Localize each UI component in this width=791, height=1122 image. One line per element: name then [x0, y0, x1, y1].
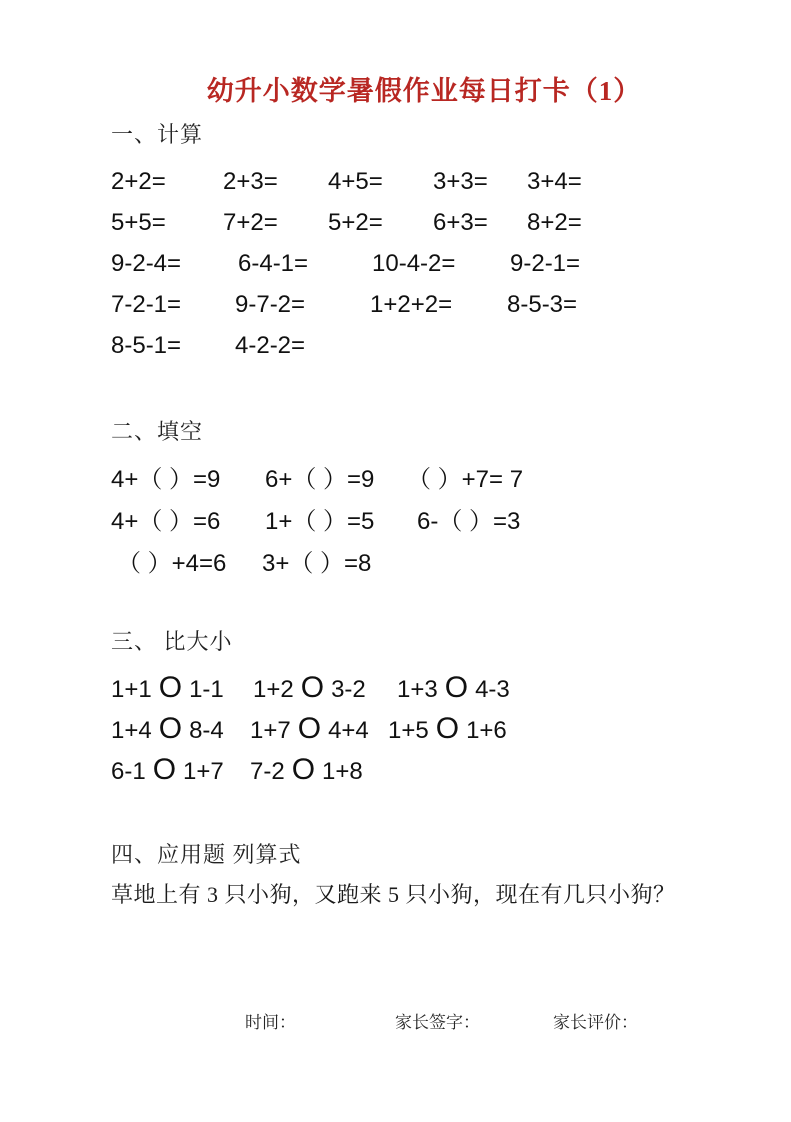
calc-row-5	[111, 325, 751, 366]
fill-blank-problem: （ ）+7= 7	[407, 465, 524, 493]
math-problem: 4-2-2=	[235, 331, 306, 359]
math-problem: 8+2=	[527, 208, 582, 236]
fill-blank-problem: 4+（ ）=6	[111, 507, 221, 535]
compare-row-3	[111, 750, 751, 791]
compare-circle: O	[300, 671, 325, 704]
section-heading-compare: 三、 比大小	[111, 629, 233, 654]
compare-right: 1-1	[189, 676, 224, 703]
compare-left: 1+7	[250, 717, 291, 744]
compare-right: 1+7	[183, 758, 224, 785]
compare-circle: O	[444, 671, 469, 704]
footer-time-label: 时间：	[245, 1013, 296, 1032]
calc-row-4	[111, 284, 751, 325]
math-problem: 1+2+2=	[370, 290, 453, 318]
compare-circle: O	[291, 753, 316, 786]
compare-left: 1+2	[253, 676, 294, 703]
compare-problem	[250, 714, 388, 745]
fill-row-3	[111, 539, 751, 581]
compare-left: 1+3	[397, 676, 438, 703]
compare-right: 8-4	[189, 717, 224, 744]
math-problem: 7-2-1=	[111, 290, 182, 318]
compare-circle: O	[158, 712, 183, 745]
compare-right: 4-3	[475, 676, 510, 703]
compare-left: 6-1	[111, 758, 146, 785]
compare-right: 3-2	[331, 676, 366, 703]
math-problem: 8-5-3=	[507, 290, 578, 318]
fill-blank-problem: 3+（ ）=8	[262, 549, 372, 577]
compare-problem	[111, 714, 250, 745]
math-problem: 3+3=	[433, 167, 488, 195]
compare-problem	[397, 673, 510, 704]
math-problem: 5+2=	[328, 208, 383, 236]
math-problem: 4+5=	[328, 167, 383, 195]
math-problem: 2+3=	[223, 167, 278, 195]
compare-problem	[388, 714, 507, 745]
section-heading-word-problem: 四、应用题 列算式	[111, 842, 302, 867]
compare-right: 1+6	[466, 717, 507, 744]
compare-problem	[111, 673, 253, 704]
compare-left: 1+5	[388, 717, 429, 744]
compare-left: 7-2	[250, 758, 285, 785]
fill-blank-problem: （ ）+4=6	[117, 549, 227, 577]
compare-left: 1+1	[111, 676, 152, 703]
fill-blank-problem: 6-（ ）=3	[417, 507, 521, 535]
math-problem: 9-7-2=	[235, 290, 306, 318]
compare-row-2	[111, 709, 751, 750]
math-problem: 6-4-1=	[238, 249, 309, 277]
math-problem: 8-5-1=	[111, 331, 182, 359]
compare-right: 1+8	[322, 758, 363, 785]
compare-problem	[253, 673, 397, 704]
footer-signature-label: 家长签字：	[395, 1013, 480, 1032]
section-heading-fill: 二、填空	[111, 419, 204, 444]
math-problem: 9-2-1=	[510, 249, 581, 277]
compare-circle: O	[297, 712, 322, 745]
math-problem: 9-2-4=	[111, 249, 182, 277]
math-problem: 2+2=	[111, 167, 166, 195]
math-problem: 7+2=	[223, 208, 278, 236]
word-problem-text: 草地上有 3 只小狗，又跑来 5 只小狗，现在有几只小狗？	[111, 882, 676, 907]
compare-right: 4+4	[328, 717, 369, 744]
compare-problem	[250, 755, 363, 786]
compare-circle: O	[152, 753, 177, 786]
fill-row-2	[111, 497, 751, 539]
section-heading-calc: 一、计算	[111, 122, 204, 147]
footer-evaluation-label: 家长评价：	[553, 1013, 638, 1032]
compare-circle: O	[435, 712, 460, 745]
page-title: 幼升小数学暑假作业每日打卡（1）	[206, 76, 642, 106]
calc-row-2	[111, 202, 751, 243]
compare-circle: O	[158, 671, 183, 704]
calc-row-1	[111, 161, 751, 202]
fill-row-1	[111, 455, 751, 497]
math-problem: 10-4-2=	[372, 249, 456, 277]
calc-row-3	[111, 243, 751, 284]
math-problem: 6+3=	[433, 208, 488, 236]
compare-left: 1+4	[111, 717, 152, 744]
fill-blank-problem: 1+（ ）=5	[265, 507, 375, 535]
math-problem: 3+4=	[527, 167, 582, 195]
fill-blank-problem: 6+（ ）=9	[265, 465, 375, 493]
compare-row-1	[111, 668, 751, 709]
compare-problem	[111, 755, 250, 786]
math-problem: 5+5=	[111, 208, 166, 236]
fill-blank-problem: 4+（ ）=9	[111, 465, 221, 493]
